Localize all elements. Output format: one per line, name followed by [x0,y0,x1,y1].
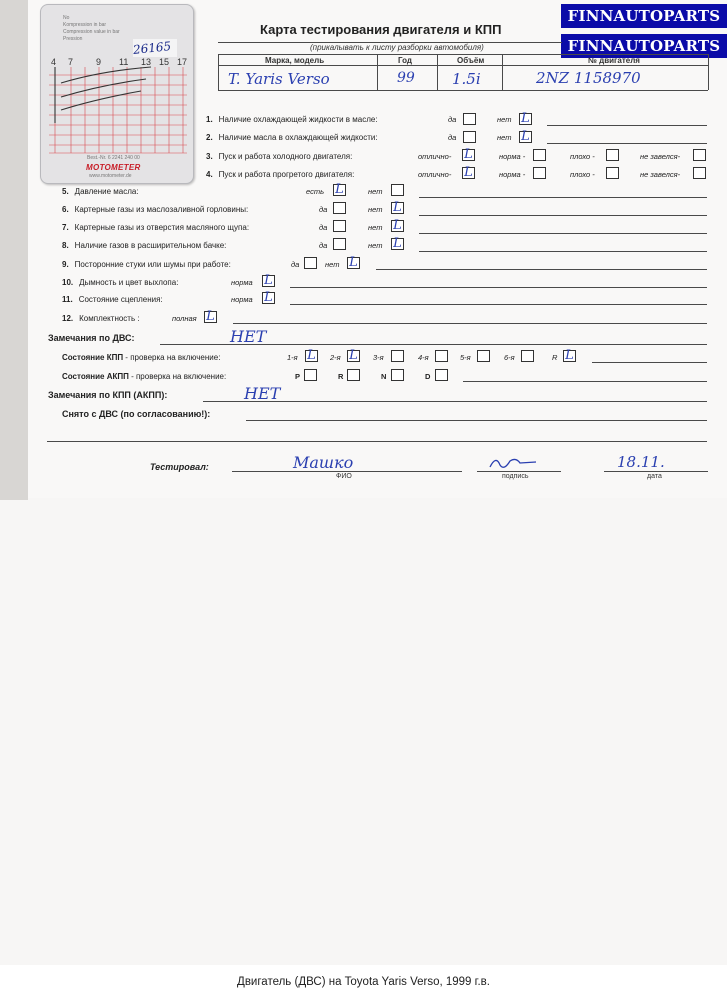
gauge-tick-label: 7 [68,57,74,67]
option-yes: да [448,133,457,142]
option-no: нет [368,187,383,196]
checkbox-auto-n[interactable] [391,369,404,381]
signature-line [232,471,462,472]
checkbox-auto-r[interactable] [347,369,360,381]
option-no: нет [497,133,512,142]
checkbox-gear-5[interactable] [477,350,490,362]
divider [218,54,708,55]
option-yes: да [291,260,300,269]
answer-line [376,269,707,270]
signature-line [477,471,561,472]
question-4: 4. Пуск и работа прогретого двигателя: [206,170,355,179]
gearbox-remarks-value: НЕТ [244,384,281,403]
gear-label: 4-я [418,353,429,362]
checkmark: L [206,309,215,324]
form-subtitle: (прикалывать к листу разборки автомобиля) [310,43,484,52]
value-model: T. Yaris Verso [228,70,330,88]
checkbox-q4-normal[interactable] [533,167,546,179]
checkbox-q3-normal[interactable] [533,149,546,161]
checkbox-q4-no-start[interactable] [693,167,706,179]
header-year: Год [398,56,412,65]
option-yes: да [319,223,328,232]
question-7: 7. Картерные газы из отверстия масляного щупа: [62,223,250,232]
question-8: 8. Наличие газов в расширительном бачке: [62,241,227,250]
option-yes: да [448,115,457,124]
answer-line [290,287,707,288]
scan-edge-shadow [0,0,28,500]
divider [218,90,708,91]
checkmark: L [264,290,273,305]
checkmark: L [521,111,530,126]
compression-gauge-card [40,4,194,184]
gearbox-remarks-label: Замечания по КПП (АКПП): [48,390,168,400]
gear-label: R [552,353,558,362]
question-12: 12. Комплектность : [62,314,140,323]
option-excellent: отлично- [418,170,452,179]
checkmark: L [307,348,316,363]
motometer-logo: MOTOMETER [86,163,141,172]
question-11: 11. Состояние сцепления: [62,295,163,304]
question-5: 5. Давление масла: [62,187,139,196]
gauge-tick-label: 9 [96,57,102,67]
option-no: нет [497,115,512,124]
checkbox-q1-yes[interactable] [463,113,476,125]
signature-scribble [486,453,546,473]
value-volume: 1.5i [452,70,481,88]
gauge-small-text: Pression [63,36,83,42]
checkbox-gear-4[interactable] [435,350,448,362]
answer-line [592,362,707,363]
option-bad: плохо - [570,152,595,161]
auto-position-label: R [338,372,344,381]
checkmark: L [521,129,530,144]
auto-position-label: N [381,372,387,381]
gearbox-state-row: Состояние КПП - проверка на включение: [62,353,221,362]
answer-line [47,441,707,442]
checkbox-q2-yes[interactable] [463,131,476,143]
option-yes: да [319,205,328,214]
signature-caption: подпись [502,473,529,480]
gear-label: 3-я [373,353,384,362]
checkbox-q8-yes[interactable] [333,238,346,250]
checkmark: L [464,147,473,162]
answer-line [246,420,707,421]
gauge-tick-label: 15 [159,57,170,67]
option-no: нет [368,223,383,232]
value-year: 99 [397,70,415,86]
checkmark: L [464,165,473,180]
question-6: 6. Картерные газы из маслозаливной горловины: [62,205,249,214]
option-present: есть [306,187,325,196]
option-no-start: не завелся- [640,152,681,161]
checkbox-q5-no[interactable] [391,184,404,196]
gauge-tick-label: 17 [177,57,188,67]
checkbox-q3-no-start[interactable] [693,149,706,161]
question-3: 3. Пуск и работа холодного двигателя: [206,152,353,161]
gauge-small-text: No [63,15,70,21]
option-normal: норма [231,295,253,304]
divider [437,54,438,90]
checkbox-auto-p[interactable] [304,369,317,381]
gear-label: 5-я [460,353,471,362]
answer-line [547,143,707,144]
watermark-banner: FINNAUTOPARTS [561,34,727,58]
option-no: нет [325,260,340,269]
fio-caption: ФИО [336,473,352,480]
gear-label: 6-я [504,353,515,362]
answer-line [290,304,707,305]
auto-gearbox-row: Состояние АКПП - проверка на включение: [62,372,227,381]
checkbox-gear-6[interactable] [521,350,534,362]
answer-line [463,381,707,382]
gauge-url: www.motometer.de [89,173,132,179]
checkbox-q4-bad[interactable] [606,167,619,179]
checkmark: L [264,273,273,288]
answer-line [547,125,707,126]
divider [218,42,562,43]
option-full: полная [172,314,197,323]
question-2: 2. Наличие масла в охлаждающей жидкости: [206,133,378,142]
header-volume: Объём [457,56,485,65]
divider [377,54,378,90]
gauge-tick-label: 13 [141,57,152,67]
divider [708,54,709,90]
engine-remarks-value: НЕТ [230,327,267,346]
checkbox-auto-d[interactable] [435,369,448,381]
checkbox-q6-yes[interactable] [333,202,346,214]
answer-line [233,323,707,324]
engine-remarks-label: Замечания по ДВС: [48,333,135,343]
gauge-serial-number: 26165 [132,39,172,57]
checkbox-q3-bad[interactable] [606,149,619,161]
answer-line [419,233,707,234]
option-normal: норма - [499,170,526,179]
answer-line [419,215,707,216]
test-date-value: 18.11. [617,453,665,471]
checkmark: L [393,236,402,251]
gauge-small-text: Compression value in bar [63,29,120,35]
gear-label: 1-я [287,353,298,362]
answer-line [419,197,707,198]
option-bad: плохо - [570,170,595,179]
header-engine-number: № двигателя [588,56,640,65]
gauge-small-text: Kompression in bar [63,22,107,28]
tested-by-label: Тестировал: [150,462,209,472]
answer-line [160,344,707,345]
question-10: 10. Дымность и цвет выхлопа: [62,278,179,287]
value-engine-number: 2NZ 1158970 [536,69,641,87]
option-normal: норма [231,278,253,287]
header-model: Марка, модель [265,56,325,65]
checkmark: L [349,348,358,363]
watermark-banner: FINNAUTOPARTS [561,4,727,28]
checkbox-gear-3[interactable] [391,350,404,362]
auto-position-label: D [425,372,431,381]
answer-line [419,251,707,252]
image-caption: Двигатель (ДВС) на Toyota Yaris Verso, 1999 г.в. [0,965,727,1000]
divider [218,54,219,90]
checkbox-q7-yes[interactable] [333,220,346,232]
checkmark: L [349,255,358,270]
answer-line [203,401,707,402]
option-normal: норма - [499,152,526,161]
form-title: Карта тестирования двигателя и КПП [260,22,502,37]
divider [218,65,708,66]
checkbox-q9-yes[interactable] [304,257,317,269]
option-no: нет [368,205,383,214]
gauge-tick-label: 11 [119,57,129,67]
gauge-part-number: Best.-Nr. 6 2241 240 00 [87,155,140,161]
question-9: 9. Посторонние стуки или шумы при работе: [62,260,231,269]
auto-position-label: P [295,372,301,381]
checkmark: L [393,218,402,233]
tester-signature-name: Машко [293,453,354,472]
removed-label: Снято с ДВС (по согласованию!): [62,409,211,419]
signature-line [604,471,708,472]
gear-label: 2-я [330,353,341,362]
divider [502,54,503,90]
option-no-start: не завелся- [640,170,681,179]
option-no: нет [368,241,383,250]
gauge-tick-label: 4 [51,57,57,67]
question-1: 1. Наличие охлаждающей жидкости в масле: [206,115,378,124]
checkmark: L [393,200,402,215]
checkmark: L [565,348,574,363]
checkmark: L [335,182,344,197]
option-excellent: отлично- [418,152,452,161]
date-caption: дата [647,473,662,480]
option-yes: да [319,241,328,250]
